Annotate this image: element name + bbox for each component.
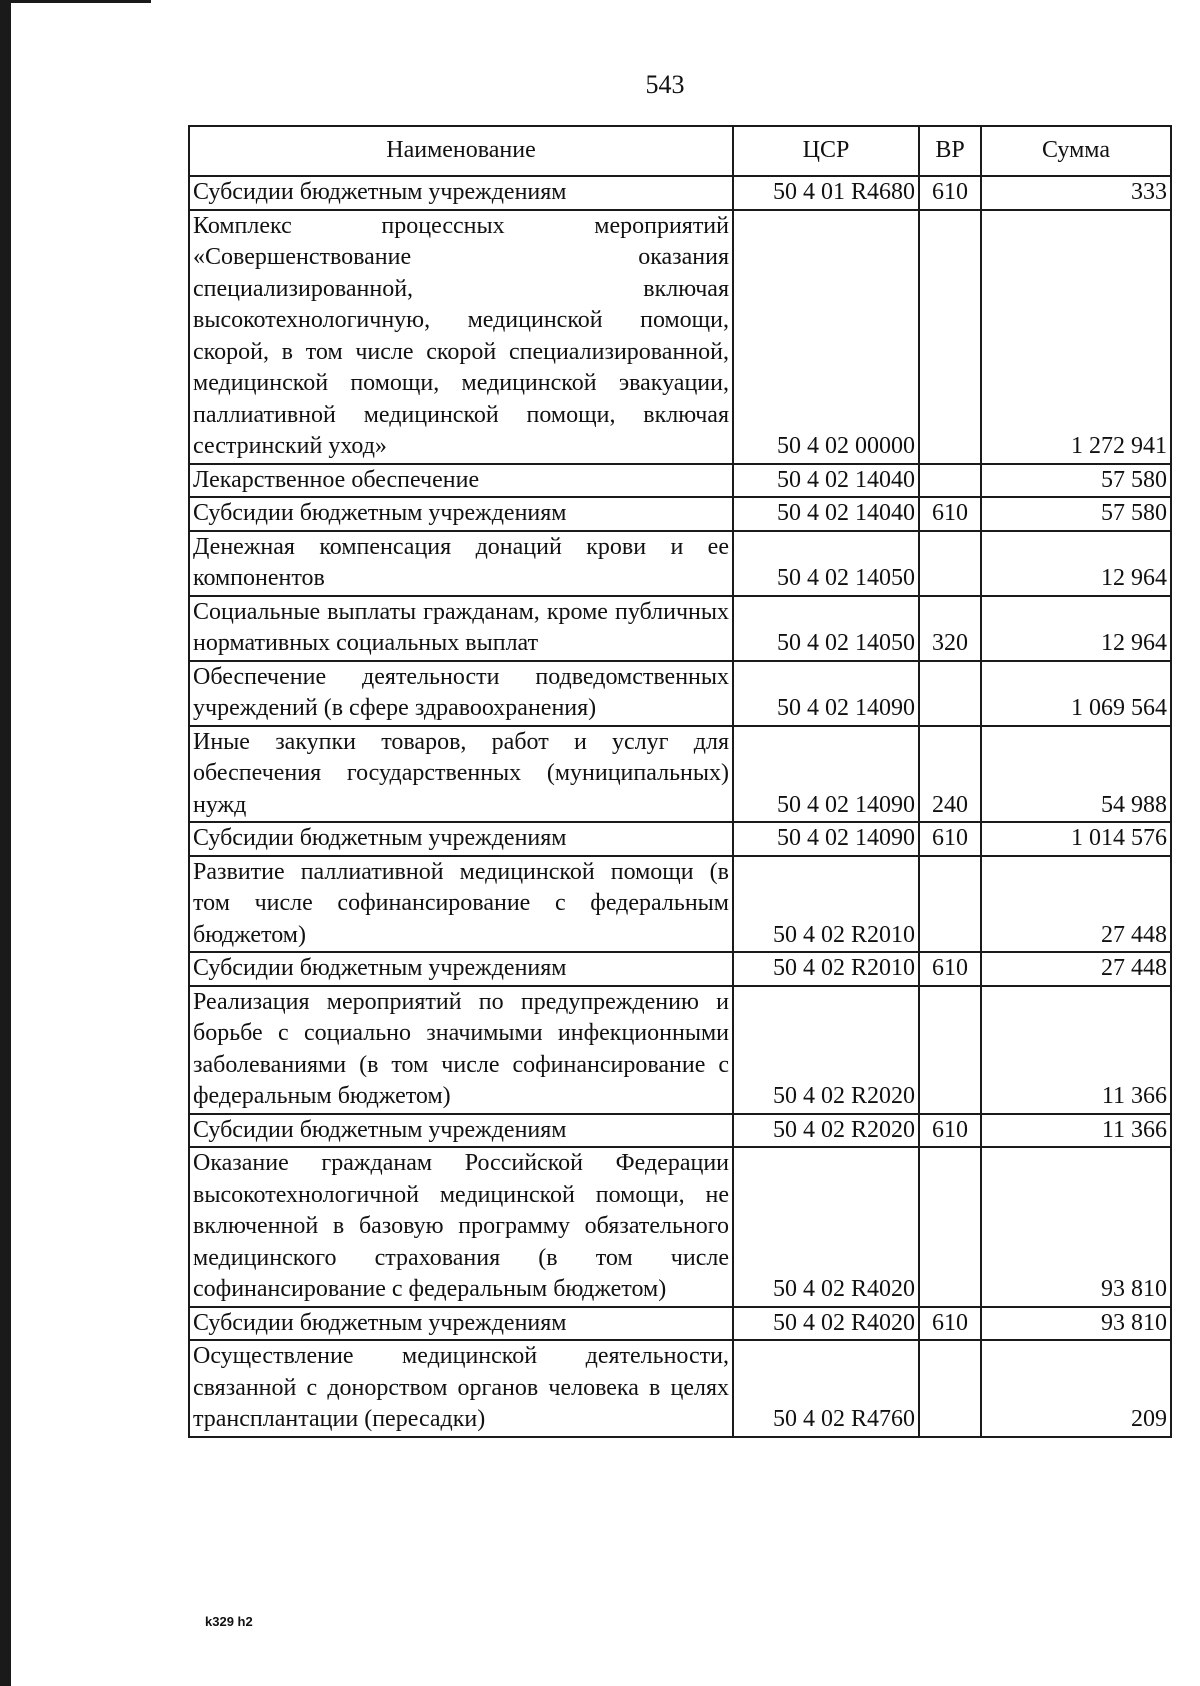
row-vr	[919, 1340, 981, 1437]
row-sum: 54 988	[981, 726, 1171, 823]
row-sum: 57 580	[981, 497, 1171, 531]
row-csr: 50 4 02 14090	[733, 726, 919, 823]
row-csr: 50 4 02 14090	[733, 822, 919, 856]
row-csr: 50 4 02 R4760	[733, 1340, 919, 1437]
header-name: Наименование	[189, 126, 733, 176]
table-row	[189, 1114, 1171, 1148]
row-name: Реализация мероприятий по предупреждению и борьбе с социально значимыми инфекционными заболеваниями (в том числе софинансирование с федеральным бюджетом)	[189, 986, 733, 1114]
row-sum: 11 366	[981, 986, 1171, 1114]
header-sum: Сумма	[981, 126, 1171, 176]
row-csr: 50 4 01 R4680	[733, 176, 919, 210]
row-name: Обеспечение деятельности подведомственных учреждений (в сфере здравоохранения)	[189, 661, 733, 726]
table-row	[189, 856, 1171, 953]
row-vr: 240	[919, 726, 981, 823]
row-csr: 50 4 02 14090	[733, 661, 919, 726]
table-row	[189, 1307, 1171, 1341]
row-name: Социальные выплаты гражданам, кроме публичных нормативных социальных выплат	[189, 596, 733, 661]
row-name: Субсидии бюджетным учреждениям	[189, 952, 733, 986]
row-name: Субсидии бюджетным учреждениям	[189, 822, 733, 856]
row-name: Субсидии бюджетным учреждениям	[189, 1114, 733, 1148]
row-csr: 50 4 02 R2010	[733, 952, 919, 986]
row-vr: 610	[919, 822, 981, 856]
row-csr: 50 4 02 R4020	[733, 1147, 919, 1307]
row-vr	[919, 986, 981, 1114]
table-row	[189, 531, 1171, 596]
row-vr: 610	[919, 1307, 981, 1341]
row-csr: 50 4 02 R2010	[733, 856, 919, 953]
table-row	[189, 822, 1171, 856]
row-name: Денежная компенсация донаций крови и ее компонентов	[189, 531, 733, 596]
row-vr: 610	[919, 176, 981, 210]
row-name: Комплекс процессных мероприятий «Совершенствование оказания специализированной, включая высокотехнологичную, медицинской помощи, скорой, в том числе скорой специализированной, медицинской помощи, медицинской эвакуации, паллиативной медицинской помощи, включая сестринский уход»	[189, 210, 733, 464]
row-vr: 610	[919, 1114, 981, 1148]
row-name: Субсидии бюджетным учреждениям	[189, 497, 733, 531]
table-row	[189, 1147, 1171, 1307]
row-name: Иные закупки товаров, работ и услуг для обеспечения государственных (муниципальных) нужд	[189, 726, 733, 823]
row-name: Лекарственное обеспечение	[189, 464, 733, 498]
row-csr: 50 4 02 14050	[733, 596, 919, 661]
row-sum: 333	[981, 176, 1171, 210]
table-row	[189, 497, 1171, 531]
row-name: Осуществление медицинской деятельности, связанной с донорством органов человека в целях трансплантации (пересадки)	[189, 1340, 733, 1437]
table-row	[189, 176, 1171, 210]
row-sum: 11 366	[981, 1114, 1171, 1148]
row-csr: 50 4 02 14040	[733, 497, 919, 531]
scan-binding-edge	[0, 0, 11, 1686]
row-vr	[919, 531, 981, 596]
row-sum: 1 272 941	[981, 210, 1171, 464]
row-sum: 93 810	[981, 1307, 1171, 1341]
row-csr: 50 4 02 R4020	[733, 1307, 919, 1341]
row-vr	[919, 856, 981, 953]
budget-table	[188, 125, 1172, 1438]
row-csr: 50 4 02 14040	[733, 464, 919, 498]
row-sum: 27 448	[981, 856, 1171, 953]
row-vr	[919, 661, 981, 726]
table-row	[189, 210, 1171, 464]
table-row	[189, 464, 1171, 498]
row-csr: 50 4 02 00000	[733, 210, 919, 464]
row-sum: 12 964	[981, 596, 1171, 661]
row-vr	[919, 210, 981, 464]
table-row	[189, 596, 1171, 661]
row-vr: 320	[919, 596, 981, 661]
table-row	[189, 726, 1171, 823]
row-vr	[919, 464, 981, 498]
table-header-row	[189, 126, 1171, 176]
row-name: Субсидии бюджетным учреждениям	[189, 1307, 733, 1341]
table-row	[189, 952, 1171, 986]
row-csr: 50 4 02 14050	[733, 531, 919, 596]
row-sum: 12 964	[981, 531, 1171, 596]
page-number: 543	[645, 70, 685, 99]
row-csr: 50 4 02 R2020	[733, 986, 919, 1114]
row-name: Развитие паллиативной медицинской помощи (в том числе софинансирование с федеральным бюджетом)	[189, 856, 733, 953]
row-sum: 209	[981, 1340, 1171, 1437]
row-name: Субсидии бюджетным учреждениям	[189, 176, 733, 210]
row-vr: 610	[919, 497, 981, 531]
header-vr: ВР	[919, 126, 981, 176]
row-sum: 27 448	[981, 952, 1171, 986]
row-sum: 1 069 564	[981, 661, 1171, 726]
row-vr: 610	[919, 952, 981, 986]
table-row	[189, 986, 1171, 1114]
row-vr	[919, 1147, 981, 1307]
footer-code: k329 h2	[205, 1614, 253, 1629]
row-sum: 1 014 576	[981, 822, 1171, 856]
scan-top-mark	[11, 0, 151, 3]
header-csr: ЦСР	[733, 126, 919, 176]
table-row	[189, 661, 1171, 726]
row-sum: 57 580	[981, 464, 1171, 498]
table-row	[189, 1340, 1171, 1437]
row-csr: 50 4 02 R2020	[733, 1114, 919, 1148]
row-sum: 93 810	[981, 1147, 1171, 1307]
row-name: Оказание гражданам Российской Федерации высокотехнологичной медицинской помощи, не включенной в базовую программу обязательного медицинского страхования (в том числе софинансирование с федеральным бюджетом)	[189, 1147, 733, 1307]
